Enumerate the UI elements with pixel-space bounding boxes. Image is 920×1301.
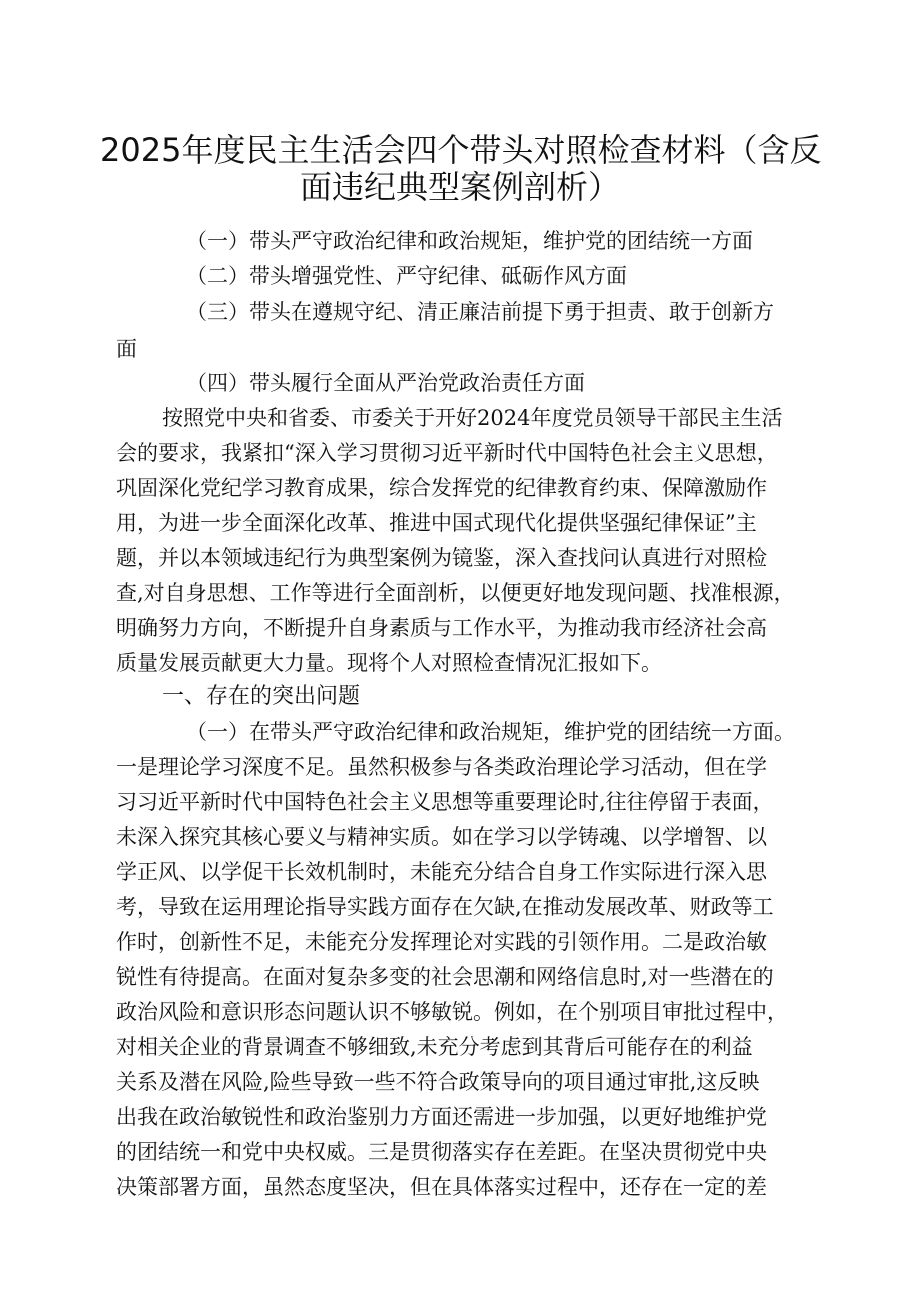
intro-paragraph-line: 题，并以本领域违纪行为典型案例为镜鉴，深入查找问认真进行对照检: [116, 546, 767, 570]
body-paragraph-line: 政治风险和意识形态问题认识不够敏锐。例如，在个别项目审批过程中，: [116, 1000, 788, 1024]
body-paragraph-line: 学正风、以学促干长效机制时，未能充分结合自身工作实际进行深入思: [116, 860, 767, 884]
intro-paragraph-line: 明确努力方向，不断提升自身素质与工作水平，为推动我市经济社会高: [116, 616, 767, 640]
intro-paragraph-line: 按照党中央和省委、市委关于开好2024年度党员领导干部民主生活: [162, 406, 783, 430]
body-paragraph-line: 的团结统一和党中央权威。三是贯彻落实存在差距。在坚决贯彻党中央: [116, 1140, 767, 1164]
section-heading: 一、存在的突出问题: [162, 684, 361, 709]
body-paragraph-line: 决策部署方面，虽然态度坚决，但在具体落实过程中，还存在一定的差: [116, 1175, 767, 1199]
body-paragraph-line: 未深入探究其核心要义与精神实质。如在学习以学铸魂、以学增智、以: [116, 825, 767, 849]
body-paragraph-line: 关系及潜在风险,险些导致一些不符合政策导向的项目通过审批,这反映: [116, 1070, 760, 1094]
topic-line-1: （一）带头严守政治纪律和政治规矩，维护党的团结统一方面: [186, 229, 753, 253]
topic-line-2: （二）带头增强党性、严守纪律、砥砺作风方面: [186, 264, 627, 288]
body-paragraph-line: （一）在带头严守政治纪律和政治规矩，维护党的团结统一方面。: [186, 720, 795, 744]
topic-line-3: （三）带头在遵规守纪、清正廉洁前提下勇于担责、敢于创新方: [186, 300, 774, 324]
intro-paragraph-line: 查,对自身思想、工作等进行全面剖析，以便更好地发现问题、找准根源，: [116, 581, 795, 605]
body-paragraph-line: 作时，创新性不足，未能充分发挥理论对实践的引领作用。二是政治敏: [116, 930, 767, 954]
body-paragraph-line: 对相关企业的背景调查不够细致,未充分考虑到其背后可能存在的利益: [116, 1035, 753, 1059]
document-title-line-1: 2025年度民主生活会四个带头对照检查材料（含反: [100, 131, 822, 169]
intro-paragraph-line: 质量发展贡献更大力量。现将个人对照检查情况汇报如下。: [116, 651, 662, 675]
body-paragraph-line: 考，导致在运用理论指导实践方面存在欠缺,在推动发展改革、财政等工: [116, 895, 774, 919]
intro-paragraph-line: 会的要求，我紧扣“深入学习贯彻习近平新时代中国特色社会主义思想，: [116, 441, 778, 465]
topic-line-4: （四）带头履行全面从严治党政治责任方面: [186, 371, 585, 395]
body-paragraph-line: 出我在政治敏锐性和政治鉴别力方面还需进一步加强，以更好地维护党: [116, 1105, 767, 1129]
body-paragraph-line: 一是理论学习深度不足。虽然积极参与各类政治理论学习活动，但在学: [116, 755, 767, 779]
intro-paragraph-line: 巩固深化党纪学习教育成果，综合发挥党的纪律教育约束、保障激励作: [116, 476, 767, 500]
document-title-line-2: 面违纪典型案例剖析）: [299, 168, 620, 206]
intro-paragraph-line: 用，为进一步全面深化改革、推进中国式现代化提供坚强纪律保证”主: [116, 511, 757, 535]
topic-line-3-cont: 面: [116, 337, 137, 361]
body-paragraph-line: 习习近平新时代中国特色社会主义思想等重要理论时,往往停留于表面，: [116, 790, 774, 814]
body-paragraph-line: 锐性有待提高。在面对复杂多变的社会思潮和网络信息时,对一些潜在的: [116, 965, 774, 989]
